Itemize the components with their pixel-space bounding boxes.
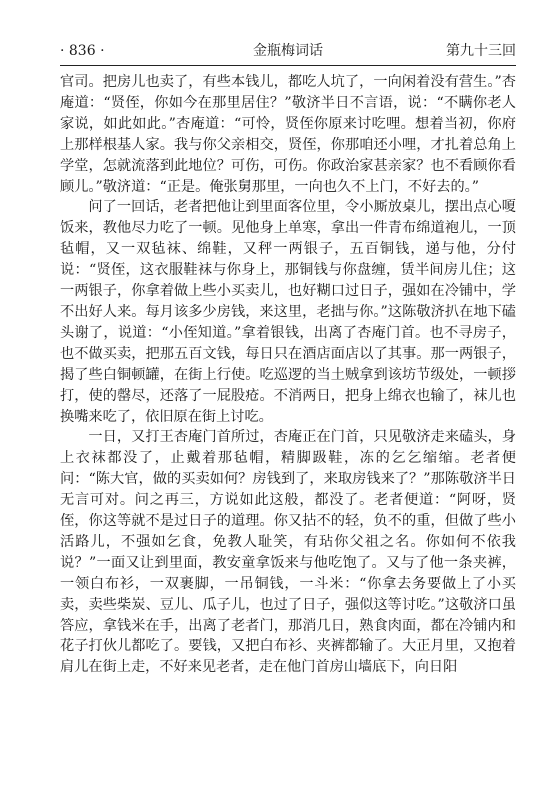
book-title: 金瓶梅词话 (253, 43, 323, 59)
chapter-label: 第九十三回 (446, 43, 516, 59)
paragraph-3: 一日，又打王杏庵门首所过，杏庵正在门首，只见敬济走来磕头，身上衣袜都没了，止戴着那毡帽，精脚趿鞋，冻的乞乞缩缩。老者便问：“陈大官，做的买卖如何？房钱到了，来取房钱来了？”那陈敬济半日无言可对。问之再三，方说如此这般，都没了。老者便道：“阿呀，贤侄，你这等就不是过日子的道理。你又拈不的轻，负不的重，但做了些小活路儿，不强如乞食，免教人耻笑，有玷你父祖之名。你如何不依我说？”一面又让到里面，教安童拿饭来与他吃饱了。又与了他一条夹裤，一领白布衫，一双裹脚，一吊铜钱，一斗米：“你拿去务要做上了小买卖，卖些柴炭、豆儿、瓜子儿，也过了日子，强似这等讨吃。”这敬济口虽答应，拿钱米在手，出离了老者门，那消几日，熟食肉面，都在冷铺内和花子打伙儿都吃了。要钱，又把白布衫、夹裤都输了。大正月里，又抱着肩儿在街上走，不好来见老者，走在他门首房山墙底下，向日阳 (60, 429, 516, 676)
paragraph-1: 官司。把房儿也卖了，有些本钱儿，都吃人坑了，一向闲着没有营生。”杏庵道：“贤侄，你如今在那里居住？”敬济半日不言语，说：“不瞒你老人家说，如此如此。”杏庵道：“可怜，贤侄你原来讨吃哩。想着当初，你府上那样根基人家。我与你父亲相交，贤侄，你那咱还小哩，才扎着总角上学堂，怎就流落到此地位？可伤，可伤。你政治家甚亲家？也不看顾你看顾儿。”敬济道：“正是。俺张舅那里，一向也久不上门，不好去的。” (60, 74, 516, 195)
body-text (60, 72, 516, 678)
page-number: · 836 · (60, 43, 105, 59)
paragraph-2: 问了一回话，老者把他让到里面客位里，令小厮放桌儿，摆出点心嗄饭来，教他尽力吃了一顿。见他身上单寒，拿出一件青布绵道袍儿，一顶毡帽，又一双毡袜、绵鞋，又秤一两银子，五百铜钱，递与他，分付说：“贤侄，这衣服鞋袜与你身上，那铜钱与你盘缠，赁半间房儿住；这一两银子，你拿着做上些小买卖儿，也好糊口过日子，强如在冷铺中，学不出好人来。每月该多少房钱，来这里，老拙与你。”这陈敬济扒在地下磕头谢了，说道：“小侄知道。”拿着银钱，出离了杏庵门首。也不寻房子，也不做买卖，把那五百文钱，每日只在酒店面店以了其事。那一两银子，揭了些白铜顿罐，在街上行使。吃巡逻的当土贼拿到该坊节级处，一顿拶打，使的罄尽，还落了一屁股疮。不消两日，把身上绵衣也输了，袜儿也换嘴来吃了，依旧原在街上讨吃。 (60, 199, 516, 425)
running-header (60, 40, 516, 62)
header-rule (60, 65, 516, 66)
